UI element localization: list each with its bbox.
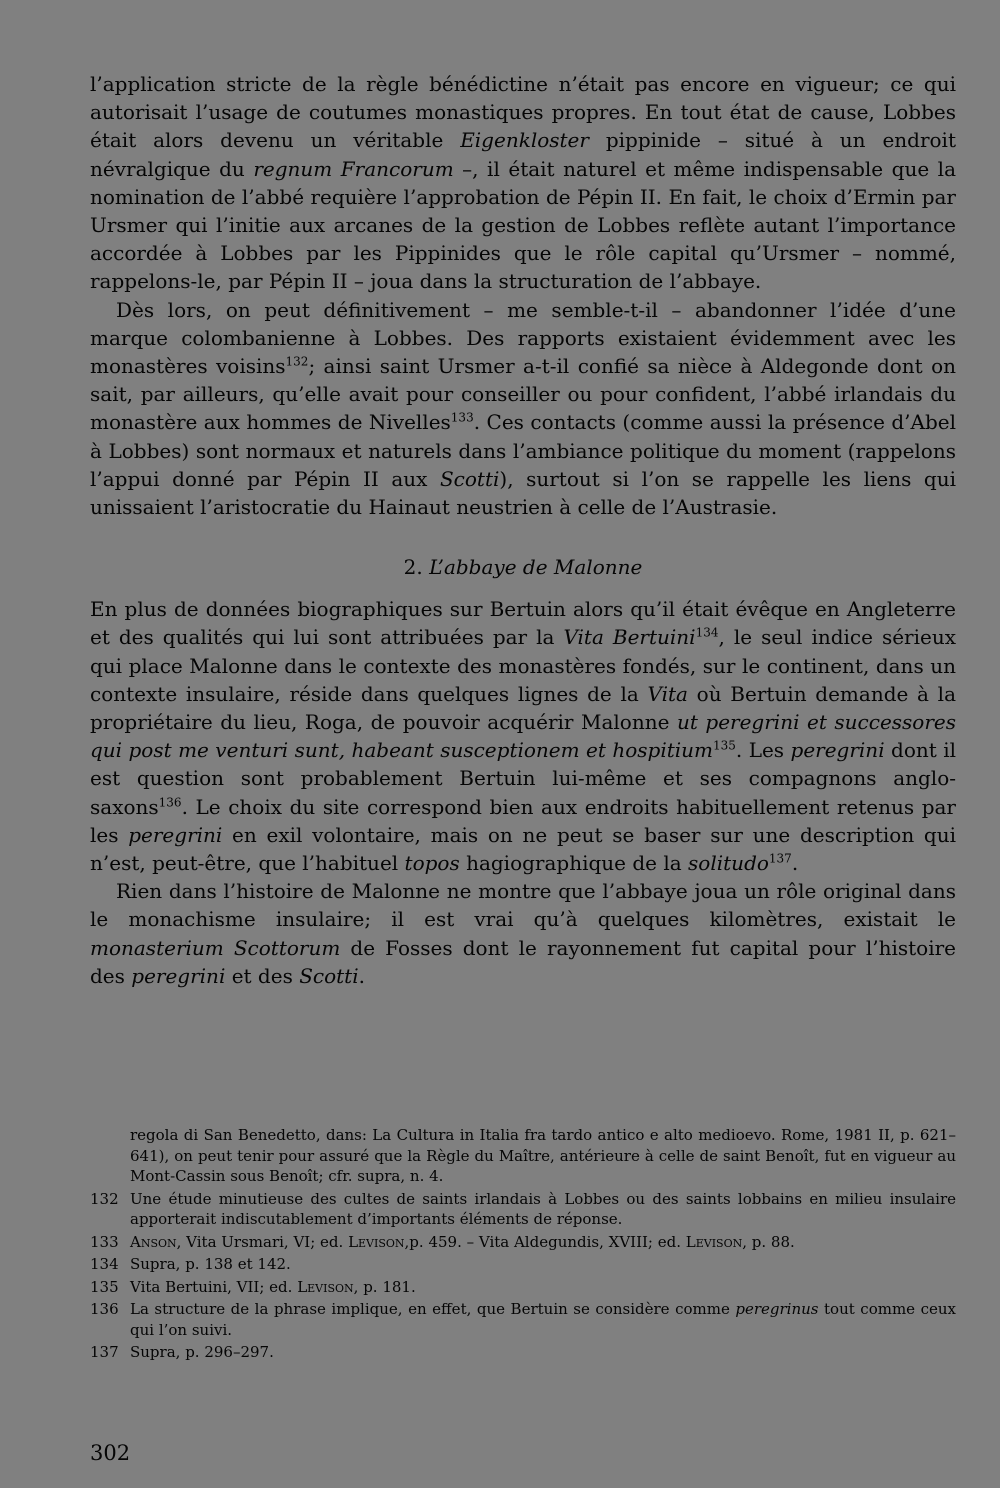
text-run: La structure de la phrase implique, en effet, que Bertuin se considère comme [130,1300,736,1318]
text-run: , p. 181. [353,1277,416,1296]
footnote-text [130,1342,956,1363]
section-number: 2. [403,555,423,580]
paragraph [90,595,956,877]
italic-text: topos [404,851,460,876]
italic-text: Eigenkloster [460,128,589,153]
text-run: –, il était naturel et même indispensable que la nomination de l’abbé requière l’approbation de Pépin II. En fait, le choix d’Ermin par Ursmer qui l’initie aux arcanes de la gestion de Lobbes reflète autant l’importance accordée à Lobbes par les Pippinides que le rôle capital qu’Ursmer – nommé, rappelons-le, par Pépin II – joua dans la structuration de l’abbaye. [90,156,956,294]
text-run: En plus de données biographiques sur Bertuin alors qu’il était évêque en Angleterre et des qualités qui lui sont attribuées par la [90,597,956,650]
text-run: Rien dans l’histoire de Malonne ne montre que l’abbaye joua un rôle original dans le monachisme insulaire; il est vrai qu’à quelques kilomètres, existait le [90,879,956,932]
text-run: tout comme ceux qui l’on suivi. [130,1300,956,1339]
footnote-ref: 137 [768,851,792,866]
footnote-ref: 135 [713,738,736,753]
footnote-number: 132 [90,1189,119,1208]
italic-text: peregrini [128,822,223,847]
text-run: , le seul indice sérieux qui place Malonne dans le contexte des monastères fondés, sur le continent, dans un contexte insulaire, réside dans quelques lignes de la [90,625,957,706]
footnote [90,1299,956,1340]
footnote [90,1189,956,1230]
footnote-text [90,1125,956,1187]
text-run: Supra, p. 296–297. [130,1343,274,1361]
text-run: ,p. 459. – Vita Aldegundis, XVIII; ed. [404,1232,686,1251]
italic-text: Vita [647,681,688,706]
section-title: L’abbaye de Malonne [429,555,643,580]
author-name: Anson [130,1232,177,1251]
footnote [90,1232,956,1253]
text-run: , Vita Ursmari, VI; ed. [176,1232,349,1251]
footnote [90,1342,956,1363]
text-run: où Bertuin demande à la propriétaire du lieu, Roga, de pouvoir acquérir Malonne [90,681,956,735]
footnote [90,1125,956,1187]
page-number: 302 [90,1441,131,1465]
text-run: ), surtout si l’on se rappelle les liens qui unissaient l’aristocratie du Hainaut neustrien à celle de l’Austrasie. [90,466,957,520]
footnote-ref: 134 [695,625,719,640]
author-name: Levison [685,1232,743,1251]
footnote-ref: 132 [285,354,309,369]
italic-text: ut peregrini et successores qui post me venturi sunt, habeant susceptionem et hospitium [90,710,957,763]
paragraphs-after-section [90,595,956,990]
paragraph [90,70,956,296]
author-name: Levison [297,1277,354,1296]
text-run: . Les [735,738,791,763]
text-run: , p. 88. [742,1232,795,1251]
paragraph [90,296,956,522]
footnote-text [130,1232,956,1253]
italic-text: peregrinus [735,1300,819,1318]
italic-text: regnum Francorum [253,156,454,181]
text-run: regola di San Benedetto, dans: La Cultura in Italia fra tardo antico e alto medioevo. Rome, 1981 II, p. 621–641), on peut tenir pour assuré que la Règle du Maître, antérieure à celle de saint Benoît, fut en vigueur au Mont-Cassin sous Benoît; cfr. supra, n. 4. [130,1126,956,1185]
italic-text: peregrini [131,963,226,988]
footnote-ref: 136 [158,795,182,810]
footnote-text [130,1299,956,1340]
text-run: Une étude minutieuse des cultes de saints irlandais à Lobbes ou des saints lobbains en milieu insulaire apporterait indiscutablement d’importants éléments de réponse. [130,1189,956,1228]
italic-text: monasterium Scottorum [90,935,341,960]
text-run: Dès lors, on peut définitivement – me semble-t-il – abandonner l’idée d’une marque colombanienne à Lobbes. Des rapports existaient évidemment avec les monastères voisins [90,297,956,379]
footnote-number: 133 [90,1232,119,1251]
footnote-text [130,1277,956,1298]
italic-text: solitudo [688,851,769,876]
footnote-number: 135 [90,1277,119,1296]
footnote [90,1254,956,1275]
text-run: Supra, p. 138 et 142. [130,1255,291,1273]
text-run: . Ces contacts (comme aussi la présence d’Abel à Lobbes) sont normaux et naturels dans l’ambiance politique du moment (rappelons l’appui donné par Pépin II aux [90,410,957,491]
footnote [90,1277,956,1298]
text-run: de Fosses dont le rayonnement fut capital pour l’histoire des [90,935,956,988]
footnote-ref: 133 [450,410,474,425]
text-run: pippinide – situé à un endroit névralgique du [90,128,956,181]
text-run: . [791,851,799,876]
text-run: . [358,963,365,988]
italic-text: peregrini [790,738,885,763]
footnote-number: 137 [90,1343,119,1361]
text-run: Vita Bertuini, VII; ed. [130,1277,298,1296]
text-run: dont il est question sont probablement Bertuin lui-même et ses compagnons anglo-saxons [90,738,957,819]
footnote-text [130,1254,956,1275]
italic-text: Vita Bertuini [563,625,696,650]
section-heading [90,553,956,581]
text-run: l’application stricte de la règle bénédictine n’était pas encore en vigueur; ce qui autorisait l’usage de coutumes monastiques propres. En tout état de cause, Lobbes était alors devenu un véritable [90,72,956,153]
text-run: . Le choix du site correspond bien aux endroits habituellement retenus par les [90,794,956,847]
paragraph [90,877,956,990]
footnotes [90,1125,956,1365]
italic-text: Scotti [299,963,359,988]
text-run: hagiographique de la [459,851,689,876]
main-text [90,70,956,990]
text-run: ; ainsi saint Ursmer a-t-il confié sa nièce à Aldegonde dont on sait, par ailleurs, qu’elle avait pour conseiller ou pour confident, l’abbé irlandais du monastère aux hommes de Nivelles [90,354,956,435]
text-run: et des [225,963,300,988]
text-run: en exil volontaire, mais on ne peut se baser sur une description qui n’est, peut-être, que l’habituel [90,822,957,876]
footnote-number: 136 [90,1300,119,1318]
author-name: Levison [348,1232,405,1251]
footnote-text [130,1189,956,1230]
paragraphs-before-section [90,70,956,521]
footnote-number: 134 [90,1255,119,1273]
italic-text: Scotti [439,466,500,491]
